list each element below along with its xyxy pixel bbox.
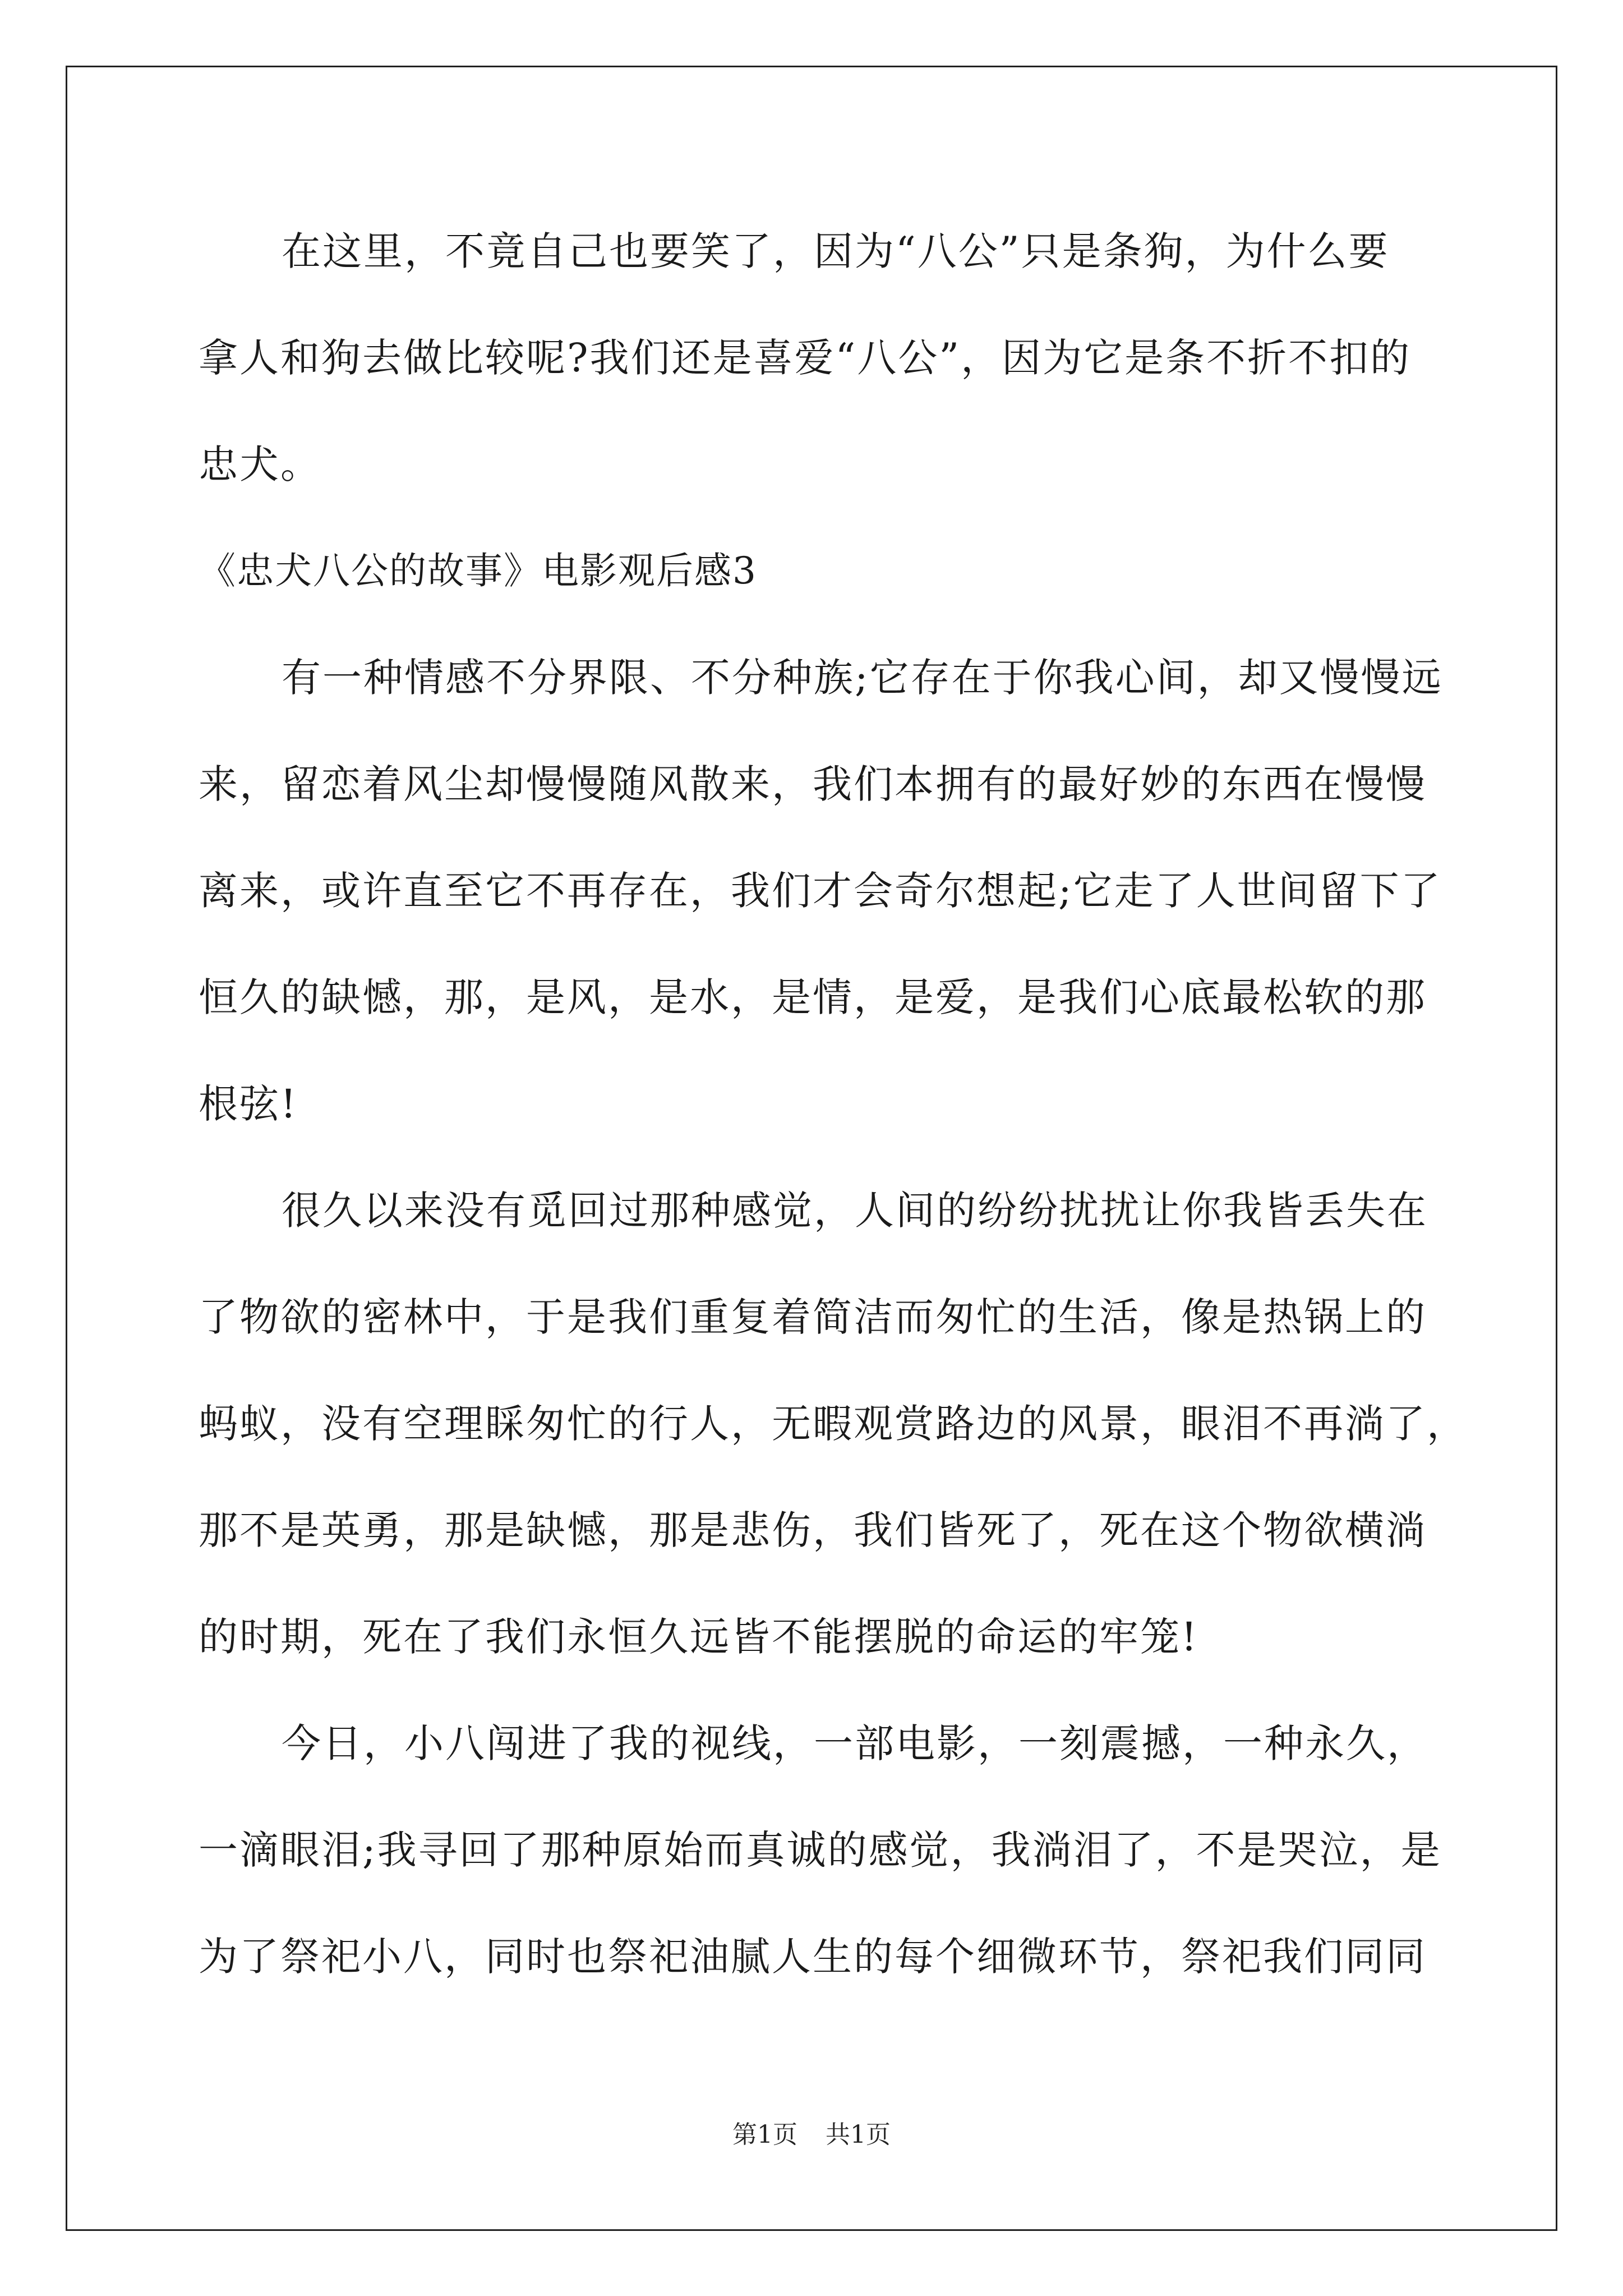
paragraph-line: 有一种情感不分界限、不分种族;它存在于你我心间，却又慢慢远 bbox=[282, 655, 1443, 701]
paragraph-line: 在这里，不竟自己也要笑了，因为“八公”只是条狗，为什么要 bbox=[282, 228, 1390, 274]
section-heading: 《忠犬八公的故事》电影观后感3 bbox=[199, 549, 757, 592]
paragraph-line: 的时期，死在了我们永恒久远皆不能摆脱的命运的牢笼! bbox=[199, 1614, 1199, 1660]
page-footer bbox=[0, 2118, 1623, 2152]
page-border bbox=[66, 66, 1557, 2231]
paragraph-line: 拿人和狗去做比较呢?我们还是喜爱“八公”，因为它是条不折不扣的 bbox=[199, 335, 1412, 381]
page-number-current: 第1页 bbox=[732, 2120, 797, 2149]
paragraph-line: 一滴眼泪;我寻回了那种原始而真诚的感觉，我淌泪了，不是哭泣，是 bbox=[199, 1827, 1442, 1873]
paragraph-line: 今日，小八闯进了我的视线，一部电影，一刻震撼，一种永久， bbox=[282, 1720, 1428, 1766]
paragraph-line: 那不是英勇，那是缺憾，那是悲伤，我们皆死了，死在这个物欲横淌 bbox=[199, 1507, 1427, 1553]
paragraph-line: 恒久的缺憾，那，是风，是水，是情，是爱，是我们心底最松软的那 bbox=[199, 974, 1427, 1020]
paragraph-line: 离来，或许直至它不再存在，我们才会奇尔想起;它走了人世间留下了 bbox=[199, 868, 1442, 914]
paragraph-line: 了物欲的密林中，于是我们重复着简洁而匆忙的生活，像是热锅上的 bbox=[199, 1294, 1427, 1340]
paragraph-line: 蚂蚁，没有空理睬匆忙的行人，无暇观赏路边的风景，眼泪不再淌了， bbox=[199, 1401, 1468, 1447]
paragraph-line: 根弦! bbox=[199, 1081, 298, 1127]
paragraph-line: 来，留恋着风尘却慢慢随风散来，我们本拥有的最好妙的东西在慢慢 bbox=[199, 761, 1427, 807]
paragraph-line: 很久以来没有觅回过那种感觉，人间的纷纷扰扰让你我皆丢失在 bbox=[282, 1188, 1428, 1234]
page-number-total: 共1页 bbox=[826, 2120, 891, 2149]
paragraph-line: 忠犬。 bbox=[199, 441, 321, 487]
paragraph-line: 为了祭祀小八，同时也祭祀油腻人生的每个细微环节，祭祀我们同同 bbox=[199, 1934, 1427, 1980]
